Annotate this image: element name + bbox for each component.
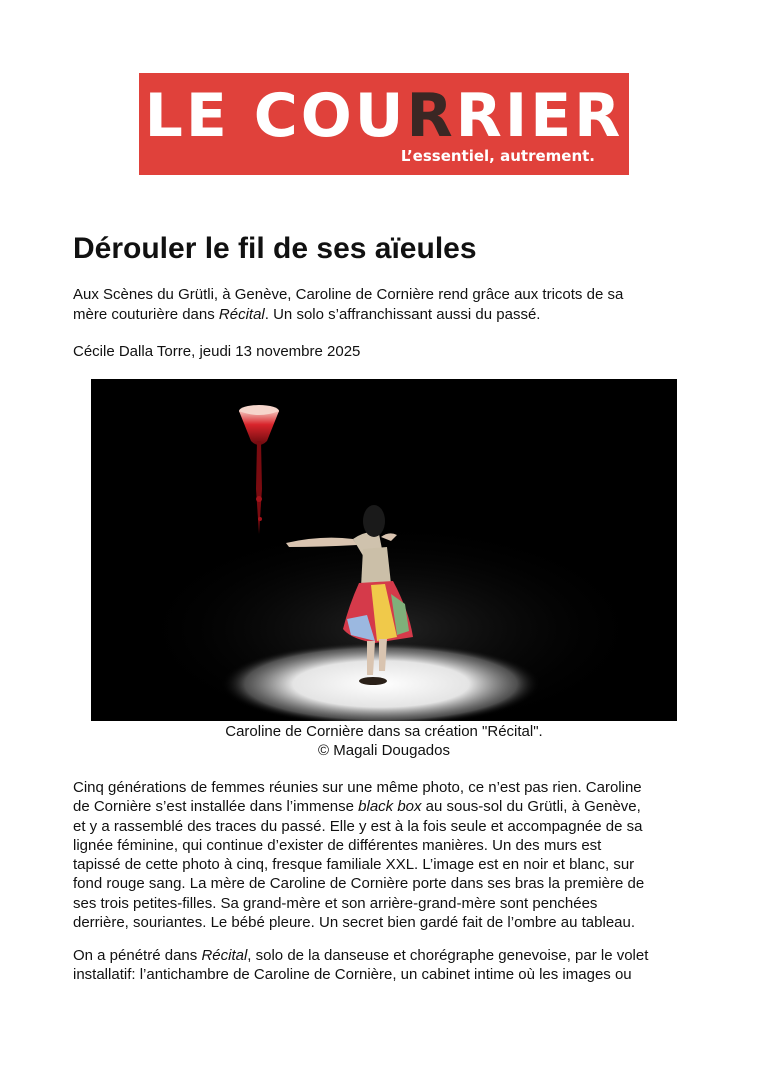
article-paragraph-2 <box>73 946 703 985</box>
article-paragraph-1 <box>73 778 703 932</box>
photo-caption: Caroline de Cornière dans sa création "Récital". <box>225 723 543 740</box>
paragraph-1-line-2-end: au sous-sol du Grütli, à Genève, <box>421 798 641 816</box>
masthead-logo[interactable] <box>139 73 629 175</box>
paragraph-1-line-4: lignée féminine, qui continue d’exister de différentes manières. Un des murs est <box>73 836 602 854</box>
lead-line-2-start: mère couturière dans <box>73 306 219 323</box>
logo-part-2: RIER <box>455 81 624 151</box>
article-photo <box>91 379 677 721</box>
paragraph-1-line-5: tapissé de cette photo à cinq, fresque familiale XXL. L’image est en noir et blanc, sur <box>73 856 635 874</box>
article-lead <box>73 285 703 325</box>
lead-line-1: Aux Scènes du Grütli, à Genève, Caroline de Cornière rend grâce aux tricots de sa <box>73 286 624 303</box>
logo-accent-r: R <box>406 81 456 151</box>
logo-part-1: LE COU <box>144 81 407 151</box>
lead-italic-title: Récital <box>218 306 265 323</box>
stage-photo-illustration <box>91 379 677 721</box>
paragraph-1-line-2 <box>73 797 703 816</box>
paragraph-1-italic-black-box: black box <box>358 798 422 816</box>
paragraph-1-line-3: et y a rassemblé des traces du passé. Elle y est à la fois seule et accompagnée de sa <box>73 817 643 835</box>
paragraph-1-line-1: Cinq générations de femmes réunies sur une même photo, ce n’est pas rien. Caroline <box>73 779 642 796</box>
paragraph-1-line-2-start: de Cornière s’est installée dans l’immense <box>73 798 359 816</box>
article-byline: Cécile Dalla Torre, jeudi 13 novembre 2025 <box>73 343 361 360</box>
lead-line-2-end: . Un solo s’affranchissant aussi du passé. <box>264 306 541 323</box>
paragraph-2-italic-title: Récital <box>201 947 248 964</box>
logo-wordmark <box>139 81 629 151</box>
paragraph-1-line-6: fond rouge sang. La mère de Caroline de Cornière porte dans ses bras la première de <box>73 875 645 893</box>
paragraph-2-line-1-end: , solo de la danseuse et chorégraphe genevoise, par le volet <box>247 947 649 964</box>
photo-credit: © Magali Dougados <box>318 742 450 759</box>
article-headline: Dérouler le fil de ses aïeules <box>73 232 477 265</box>
paragraph-2-line-1-start: On a pénétré dans <box>73 947 202 964</box>
paragraph-2-line-1 <box>73 946 703 965</box>
paragraph-1-line-8: derrière, souriantes. Le bébé pleure. Un secret bien gardé fait de l’ombre au tableau. <box>73 914 636 932</box>
logo-tagline: L’essentiel, autrement. <box>400 147 595 165</box>
paragraph-1-line-7: ses trois petites-filles. Sa grand-mère et son arrière-grand-mère sont penchées <box>73 894 598 912</box>
paragraph-2-line-2: installatif: l’antichambre de Caroline de Cornière, un cabinet intime où les images ou <box>73 966 632 984</box>
